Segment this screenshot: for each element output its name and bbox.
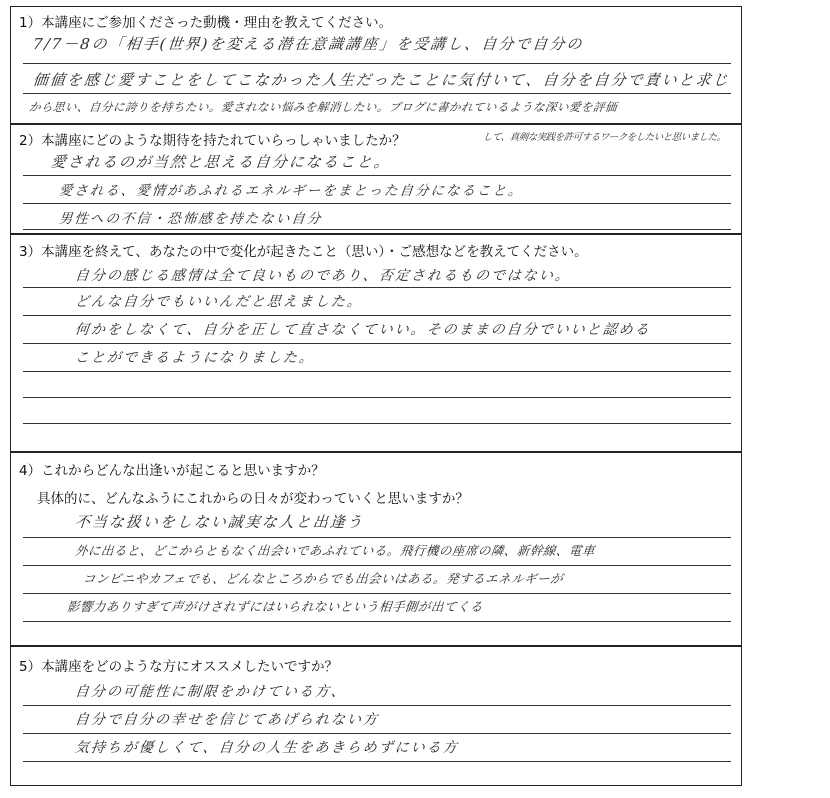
section-2-rule-1 — [23, 175, 731, 176]
section-3-rule-3 — [23, 343, 731, 344]
section-4-answer-line-4: 影響力ありすぎて声がけされずにはいられないという相手側が出てくる — [66, 599, 484, 614]
section-3-answer-line-3: 何かをしなくて、自分を正して直さなくていい。そのままの自分でいいと認める — [74, 322, 652, 338]
section-3-answer-line-4: ことができるようになりました。 — [74, 350, 316, 366]
section-4-rule-1 — [23, 537, 731, 538]
section-1-answer-line-2: 価値を感じ愛すことをしてこなかった人生だったことに気付いて、自分を自分で責いと求じ — [32, 71, 731, 89]
section-5-answer-line-2: 自分で自分の幸せを信じてあげられない方 — [74, 712, 380, 728]
section-4-question-sub: 具体的に、どんなふうにこれからの日々が変わっていくと思いますか？ — [37, 491, 469, 507]
section-2-rule-2 — [23, 203, 731, 204]
section-3-answer-line-1: 自分の感じる感情は全て良いものであり、否定されるものではない。 — [74, 268, 572, 284]
section-3-question: 3）本講座を終えて、あなたの中で変化が起きたこと（思い）・ご感想などを教えてください。 — [19, 244, 588, 260]
section-1-question: 1）本講座にご参加くださった動機・理由を教えてください。 — [19, 15, 393, 31]
section-4-answer-line-1: 不当な扱いをしない誠実な人と出逢う — [74, 513, 365, 531]
section-3 — [10, 234, 742, 452]
section-5-answer-line-3: 気持ちが優しくて、自分の人生をあきらめずにいる方 — [74, 740, 460, 756]
section-4-answer-line-2: 外に出ると、どこからともなく出会いであふれている。飛行機の座席の隣、新幹線、電車 — [74, 543, 596, 558]
section-1-answer-line-1: 7/7－8の「相手(世界)を変える潜在意識講座」を受講し、自分で自分の — [32, 35, 585, 53]
section-1 — [10, 6, 742, 124]
section-4-answer-line-3: コンビニやカフェでも、どんなところからでも出会いはある。発するエネルギーが — [82, 571, 565, 586]
section-4-rule-3 — [23, 593, 731, 594]
section-4 — [10, 452, 742, 646]
section-2-question-note: して、真剣な実践を許可するワークをしたいと思いました。 — [482, 132, 727, 143]
section-5-answer-line-1: 自分の可能性に制限をかけている方、 — [74, 684, 348, 700]
section-2-answer-line-1: 愛されるのが当然と思える自分になること。 — [50, 153, 392, 171]
section-3-answer-line-2: どんな自分でもいいんだと思えました。 — [74, 294, 364, 310]
section-2-answer-line-2: 愛される、愛情があふれるエネルギーをまとった自分になること。 — [57, 183, 525, 199]
section-3-rule-5 — [23, 397, 731, 398]
section-1-rule-1 — [23, 63, 731, 64]
section-1-answer-line-3: から思い、自分に誇りを持ちたい。愛されない悩みを解消したい。ブログに書かれているような深い愛を評価 — [28, 100, 618, 114]
section-2-answer-line-3: 男性への不信・恐怖感を持たない自分 — [57, 211, 324, 227]
section-4-question: 4）これからどんな出逢いが起こると思いますか？ — [19, 463, 325, 479]
section-5-rule-1 — [23, 705, 731, 706]
section-3-rule-4 — [23, 371, 731, 372]
section-2-rule-3 — [23, 229, 731, 230]
questionnaire-form — [10, 6, 742, 786]
section-2 — [10, 124, 742, 234]
section-5-question: 5）本講座をどのような方にオススメしたいですか？ — [19, 659, 338, 675]
section-5-rule-2 — [23, 733, 731, 734]
section-4-rule-4 — [23, 621, 731, 622]
section-4-rule-2 — [23, 565, 731, 566]
section-3-rule-2 — [23, 315, 731, 316]
section-5-rule-3 — [23, 761, 731, 762]
section-2-question: 2）本講座にどのような期待を持たれていらっしゃいましたか？ — [19, 133, 406, 149]
section-3-rule-6 — [23, 423, 731, 424]
section-1-rule-2 — [23, 93, 731, 94]
section-3-rule-1 — [23, 287, 731, 288]
section-5 — [10, 646, 742, 786]
